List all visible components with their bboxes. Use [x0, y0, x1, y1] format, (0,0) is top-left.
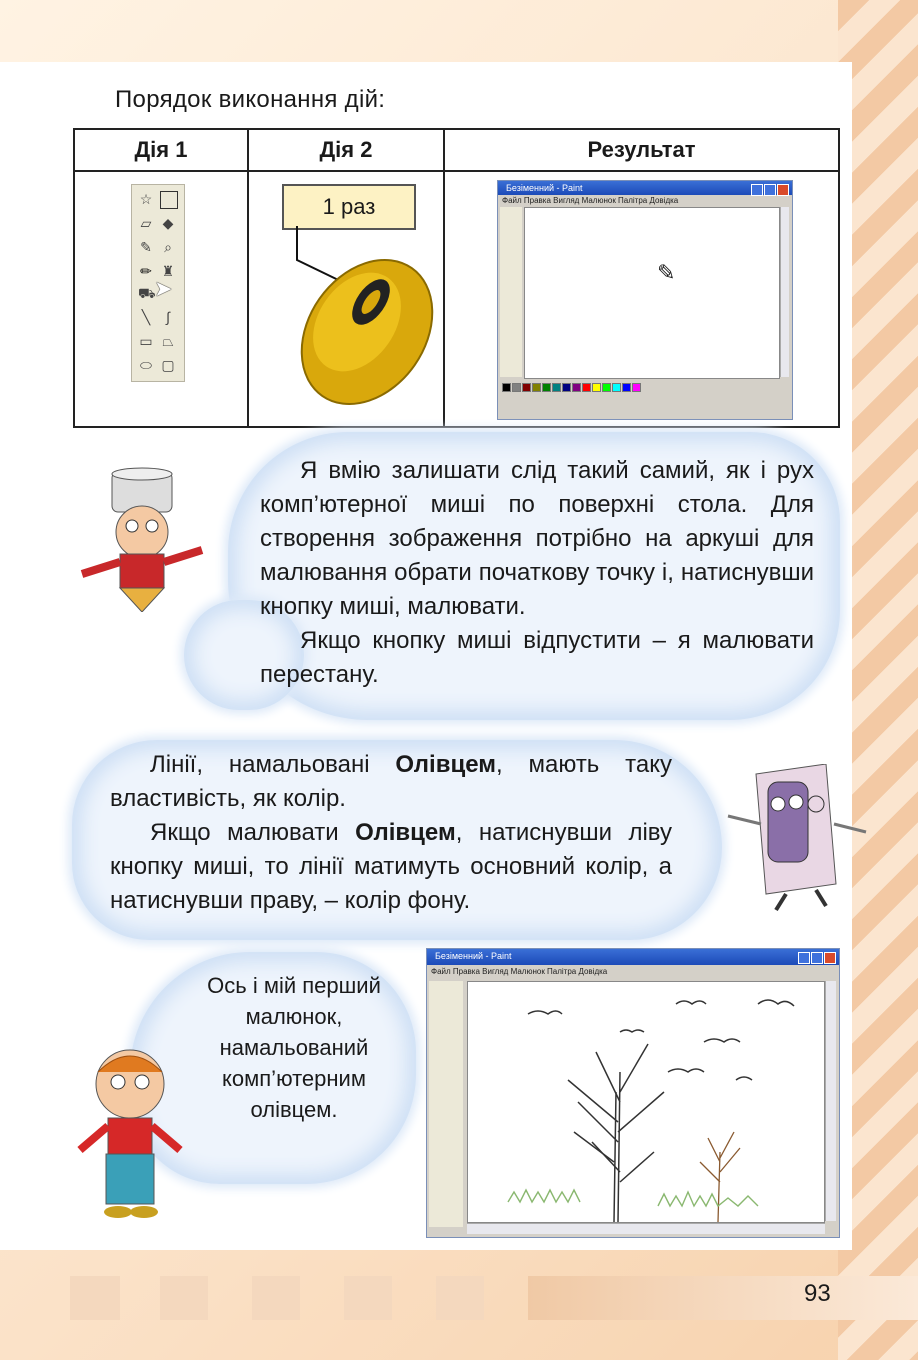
speech2-text-c: Якщо малювати	[150, 819, 356, 846]
maximize-button-2[interactable]	[811, 952, 823, 964]
speech2-text-b: , мають таку властивість, як колір.	[110, 751, 672, 812]
header-step2: Дія 2	[248, 129, 444, 171]
brush-icon: ♜	[161, 263, 175, 279]
speech-text-1	[260, 454, 814, 692]
fill-icon: ◆	[162, 215, 174, 231]
speech1-paragraph1: Я вмію залишати слід такий самий, як і рух комп’ютерної миші по поверхні стола. Для створення зображення потрібно на аркуші для малювання обрати початкову точку і, натиснувши кнопку миші, малювати.	[260, 457, 814, 620]
speech2-bold-pencil-1: Олівцем	[395, 751, 496, 778]
paint-window-drawing	[426, 948, 840, 1238]
magnifier-icon: ⌕	[164, 239, 172, 255]
vertical-scrollbar[interactable]	[780, 207, 789, 377]
steps-table	[73, 128, 840, 428]
speech2-bold-pencil-2: Олівцем	[355, 819, 456, 846]
paint-window-small	[497, 180, 793, 420]
menu-bar[interactable]: Файл Правка Вигляд Малюнок Палітра Довідка	[502, 196, 679, 205]
vertical-scrollbar-2[interactable]	[825, 981, 836, 1221]
cursor-icon: ➤	[154, 276, 173, 301]
ellipse-icon: ⬭	[140, 357, 152, 373]
speech2-text-a: Лінії, намальовані	[150, 751, 396, 778]
cell-mouse	[248, 171, 444, 427]
paint-toolbox-image	[131, 184, 185, 382]
maximize-button[interactable]	[764, 184, 776, 196]
drawing-canvas-2[interactable]	[467, 981, 825, 1223]
tools-panel[interactable]	[500, 207, 522, 377]
menu-bar-2[interactable]: Файл Правка Вигляд Малюнок Палітра Довідка	[431, 967, 608, 976]
cell-toolbox	[74, 171, 248, 427]
intro-text: Порядок виконання дій:	[115, 86, 386, 113]
line-icon: ╲	[141, 309, 151, 325]
polygon-icon: ⏢	[162, 333, 174, 349]
header-result: Результат	[444, 129, 839, 171]
mouse-illustration	[249, 172, 441, 424]
boy-character	[70, 1040, 190, 1220]
cell-result	[444, 171, 839, 427]
close-button-2[interactable]	[824, 952, 836, 964]
drawing-canvas[interactable]	[524, 207, 780, 379]
pencil-icon: ✏	[140, 263, 152, 279]
select-icon	[160, 191, 178, 209]
speech1-paragraph2: Якщо кнопку миші відпустити – я малювати перестану.	[260, 627, 814, 688]
close-button[interactable]	[777, 184, 789, 196]
speech2-text-d: , натиснувши ліву кнопку миші, то лінії матимуть основний колір, а натиснувши праву, – колір фону.	[110, 819, 672, 914]
curve-icon: ∫	[166, 309, 170, 325]
tools-panel-2[interactable]	[429, 981, 463, 1227]
click-count-label: 1 раз	[282, 184, 416, 230]
speech-text-2	[110, 748, 672, 918]
page-number: 93	[804, 1280, 831, 1307]
picker-icon: ✎	[140, 239, 152, 255]
pencil-drawing	[468, 982, 824, 1222]
pencil-cursor-icon: ✎	[657, 260, 676, 285]
window-title-2: Безіменний - Paint	[435, 951, 512, 961]
horizontal-scrollbar[interactable]	[467, 1223, 825, 1234]
minimize-button[interactable]	[751, 184, 763, 196]
minimize-button-2[interactable]	[798, 952, 810, 964]
header-step1: Дія 1	[74, 129, 248, 171]
eraser-icon: ▱	[140, 215, 152, 231]
speech-text-3: Ось і мій перший малюнок, намальований комп’ютерним олівцем.	[207, 973, 381, 1122]
pencil-character	[72, 462, 232, 612]
computer-character	[716, 764, 876, 914]
rectangle-icon: ▭	[139, 333, 153, 349]
airbrush-icon: ⛟	[138, 285, 156, 301]
window-title: Безіменний - Paint	[506, 183, 583, 193]
rounded-rect-icon: ▢	[161, 357, 175, 373]
free-select-icon: ☆	[139, 191, 153, 207]
